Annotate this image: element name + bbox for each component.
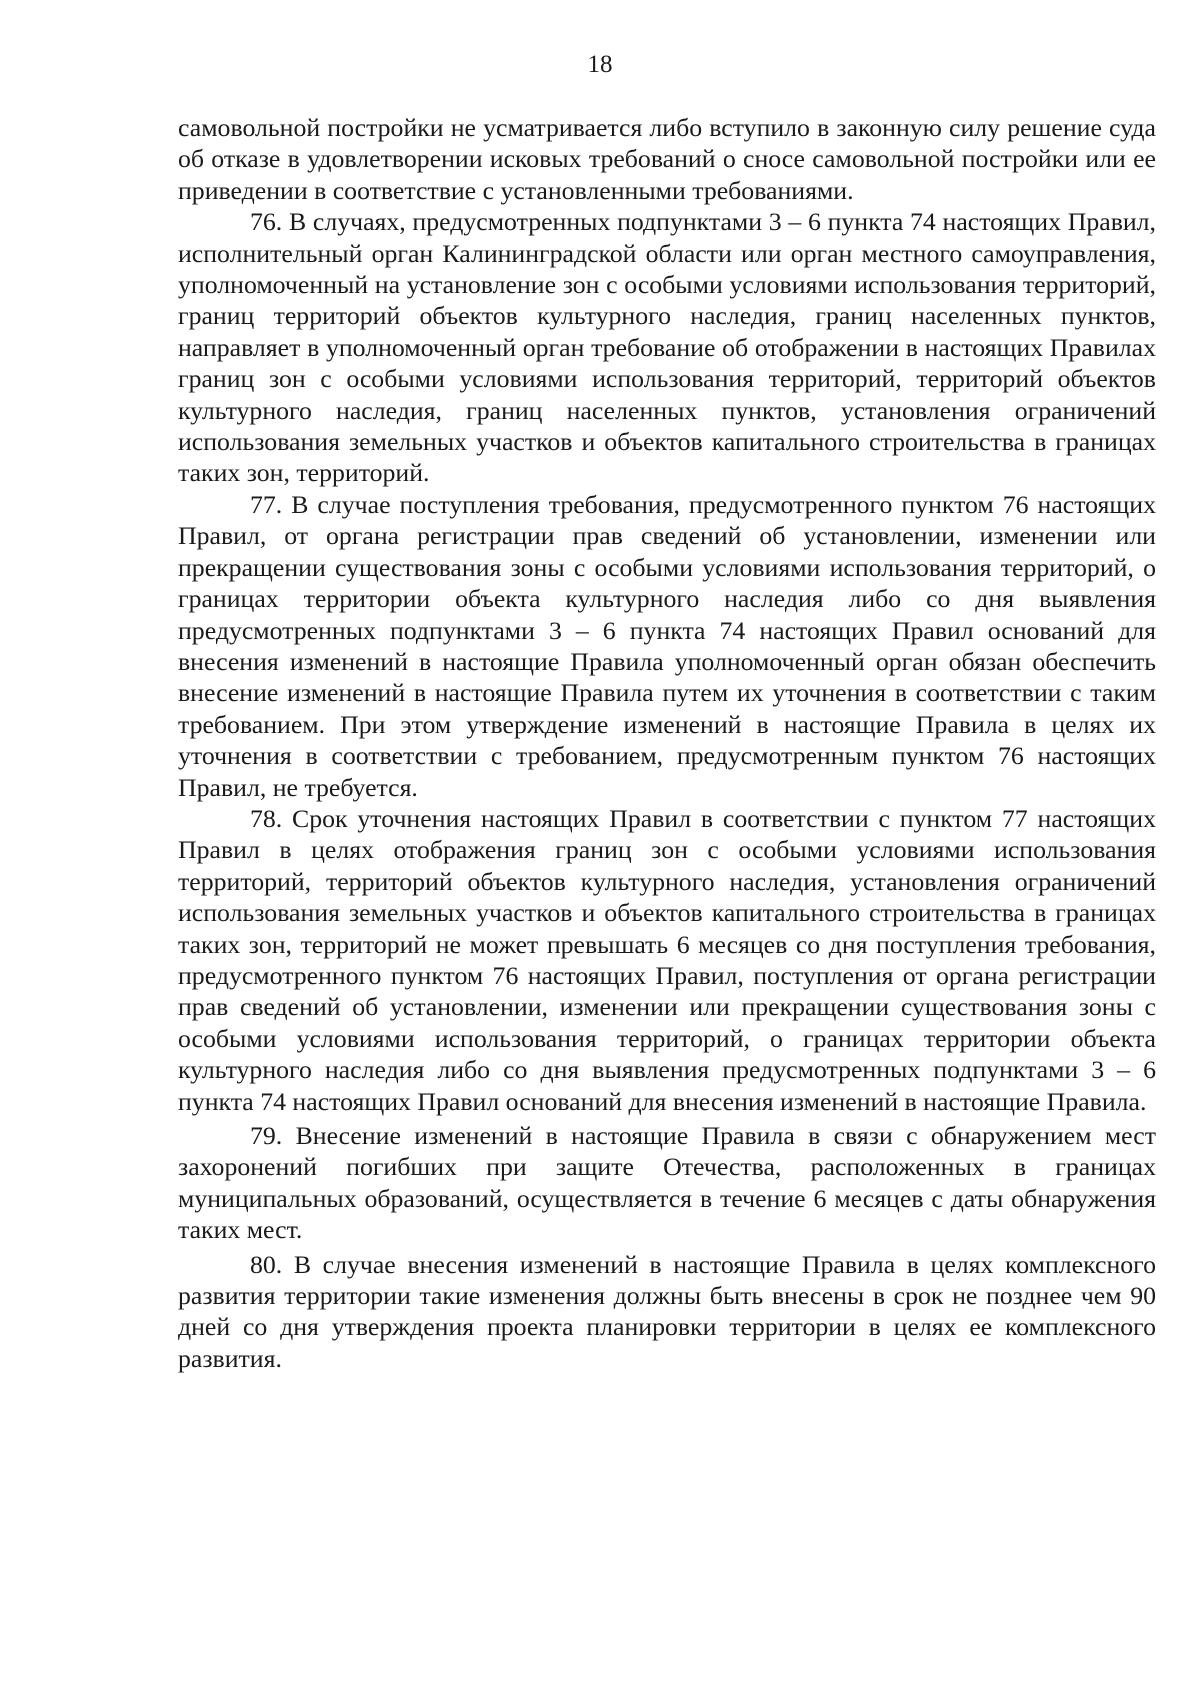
document-body — [178, 112, 1156, 1374]
paragraph-item-79: 79. Внесение изменений в настоящие Правила в связи с обнаружением мест захоронений погибших при защите Отечества, расположенных в границах муниципальных образований, осуществляется в течение 6 месяцев с даты обнаружения таких мест. — [178, 1121, 1156, 1245]
paragraph-continuation: самовольной постройки не усматривается либо вступило в законную силу решение суда об отказе в удовлетворении исковых требований о сносе самовольной постройки или ее приведении в соответствие с установленными требованиями. — [178, 113, 1156, 205]
paragraph-item-77: 77. В случае поступления требования, предусмотренного пунктом 76 настоящих Правил, от органа регистрации прав сведений об установлении, изменении или прекращении существования зоны с особыми условиями использования территорий, о границах территории объекта культурного наследия либо со дня выявления предусмотренных подпунктами 3 – 6 пункта 74 настоящих Правил оснований для внесения изменений в настоящие Правила уполномоченный орган обязан обеспечить внесение изменений в настоящие Правила путем их уточнения в соответствии с таким требованием. При этом утверждение изменений в настоящие Правила в целях их уточнения в соответствии с требованием, предусмотренным пунктом 76 настоящих Правил, не требуется. — [178, 489, 1156, 802]
paragraph-item-76: 76. В случаях, предусмотренных подпунктами 3 – 6 пункта 74 настоящих Правил, исполнительный орган Калининградской области или орган местного самоуправления, уполномоченный на установление зон с особыми условиями использования территорий, границ территорий объектов культурного наследия, границ населенных пунктов, направляет в уполномоченный орган требование об отображении в настоящих Правилах границ зон с особыми условиями использования территорий, территорий объектов культурного наследия, границ населенных пунктов, установления ограничений использования земельных участков и объектов капитального строительства в границах таких зон, территорий. — [178, 207, 1156, 488]
page-number: 18 — [587, 51, 613, 78]
paragraph-item-80: 80. В случае внесения изменений в настоящие Правила в целях комплексного развития территории такие изменения должны быть внесены в срок не позднее чем 90 дней со дня утверждения проекта планировки территории в целях ее комплексного развития. — [178, 1249, 1156, 1373]
paragraph-item-78: 78. Срок уточнения настоящих Правил в соответствии с пунктом 77 настоящих Правил в целях отображения границ зон с особыми условиями использования территорий, территорий объектов культурного наследия, установления ограничений использования земельных участков и объектов капитального строительства в границах таких зон, территорий не может превышать 6 месяцев со дня поступления требования, предусмотренного пунктом 76 настоящих Правил, поступления от органа регистрации прав сведений об установлении, изменении или прекращении существования зоны с особыми условиями использования территорий, о границах территории объекта культурного наследия либо со дня выявления предусмотренных подпунктами 3 – 6 пункта 74 настоящих Правил оснований для внесения изменений в настоящие Правила. — [178, 803, 1156, 1116]
